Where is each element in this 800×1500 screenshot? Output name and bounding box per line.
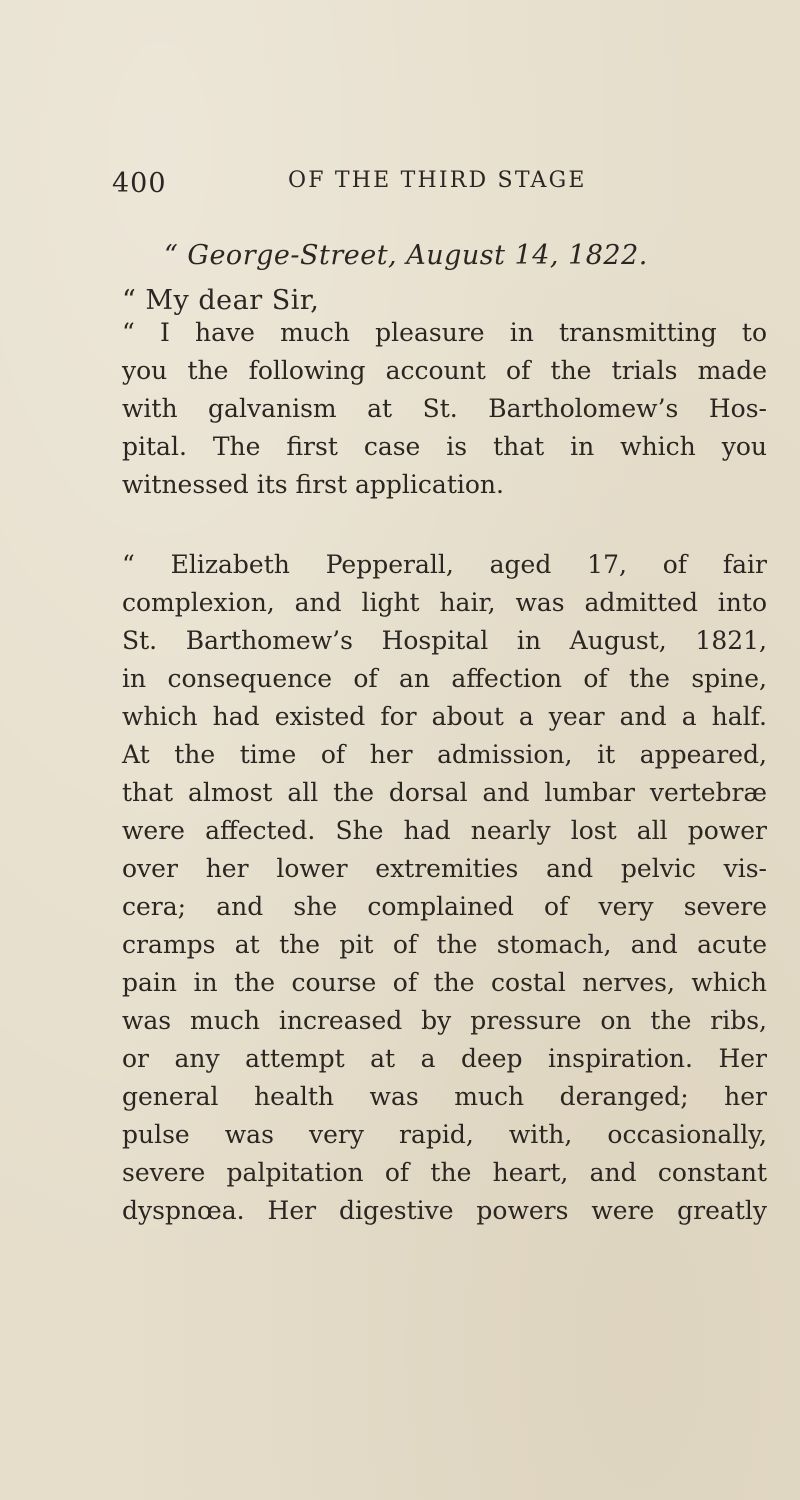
paragraph-2 bbox=[122, 546, 767, 1230]
letter-address: “ George-Street, August 14, 1822. bbox=[164, 240, 648, 271]
text-line: were affected. She had nearly lost all power bbox=[122, 816, 767, 845]
text-line: complexion, and light hair, was admitted into bbox=[122, 588, 767, 617]
text-line: that almost all the dorsal and lumbar vertebræ bbox=[122, 778, 767, 807]
text-line: general health was much deranged; her bbox=[122, 1082, 767, 1111]
running-head-title: OF THE THIRD STAGE bbox=[288, 168, 587, 193]
text-line: was much increased by pressure on the ribs, bbox=[122, 1006, 767, 1035]
text-line: with galvanism at St. Bartholomew’s Hos- bbox=[122, 394, 767, 423]
text-line: At the time of her admission, it appeared, bbox=[122, 740, 767, 769]
text-line: pital. The first case is that in which you bbox=[122, 432, 767, 461]
paragraph-1 bbox=[122, 314, 767, 504]
text-line: which had existed for about a year and a half. bbox=[122, 702, 767, 731]
text-line: St. Barthomew’s Hospital in August, 1821, bbox=[122, 626, 767, 655]
running-head bbox=[112, 168, 712, 204]
text-line: or any attempt at a deep inspiration. Her bbox=[122, 1044, 767, 1073]
text-line: witnessed its first application. bbox=[122, 470, 504, 499]
text-line: “ Elizabeth Pepperall, aged 17, of fair bbox=[122, 550, 767, 579]
text-line: cera; and she complained of very severe bbox=[122, 892, 767, 921]
text-line: severe palpitation of the heart, and constant bbox=[122, 1158, 767, 1187]
text-line: in consequence of an affection of the spine, bbox=[122, 664, 767, 693]
text-line: pulse was very rapid, with, occasionally, bbox=[122, 1120, 767, 1149]
text-line: you the following account of the trials made bbox=[122, 356, 767, 385]
letter-salutation: “ My dear Sir, bbox=[122, 285, 320, 316]
text-line: pain in the course of the costal nerves, which bbox=[122, 968, 767, 997]
page-number: 400 bbox=[112, 168, 167, 199]
text-line: cramps at the pit of the stomach, and acute bbox=[122, 930, 767, 959]
text-line: over her lower extremities and pelvic vis- bbox=[122, 854, 767, 883]
text-line: dyspnœa. Her digestive powers were greatly bbox=[122, 1196, 767, 1225]
text-line: “ I have much pleasure in transmitting to bbox=[122, 318, 767, 347]
